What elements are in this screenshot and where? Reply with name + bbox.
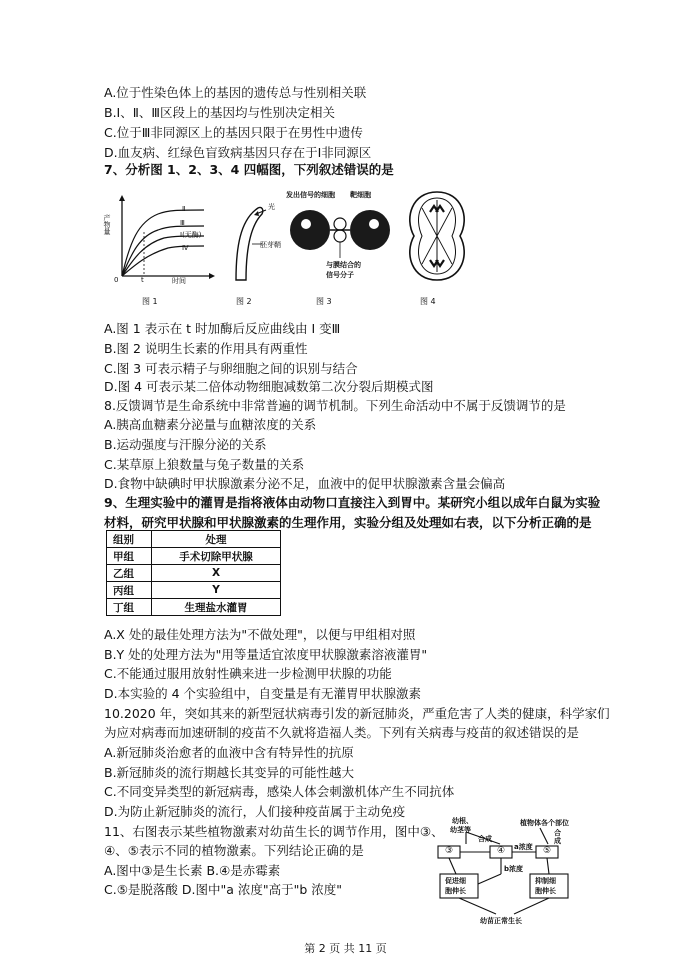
fig1-curve-4: Ⅳ [182,244,189,252]
figure-4-dividing-cell [402,188,472,288]
fig4-caption: 图 4 [420,297,436,306]
q7-option-b: B.图 2 说明生长素的作用具有两重性 [104,341,308,356]
table-cell-treatment: 生理盐水灌胃 [152,599,281,616]
table-cell-group: 甲组 [107,548,152,565]
q6-option-c: C.位于Ⅲ非同源区上的基因只限于在男性中遗传 [104,125,363,140]
q6-option-b: B.Ⅰ、Ⅱ、Ⅲ区段上的基因均与性别决定相关 [104,105,336,120]
fig2-light-label: 光 [268,203,275,211]
q9-option-d: D.本实验的 4 个实验组中，自变量是有无灌胃甲状腺激素 [104,686,421,701]
q11-hormone-diagram [432,818,592,928]
diagram-hormone-4: ④ [497,846,506,856]
table-row [107,565,281,582]
q7-stem: 7、分析图 1、2、3、4 四幅图，下列叙述错误的是 [104,162,394,177]
diagram-hormone-5: ⑤ [543,846,552,856]
q8-stem: 8.反馈调节是生命系统中非常普遍的调节机制。下列生命活动中不属于反馈调节的是 [104,398,566,413]
diagram-a-concentration: a浓度 [514,843,533,851]
diagram-synth-label: 合成 [478,835,492,843]
q8-option-a: A.胰高血糖素分泌量与血糖浓度的关系 [104,417,317,432]
q11-options-ab: A.图中③是生长素 B.④是赤霉素 [104,863,281,878]
q10-option-c: C.不同变异类型的新冠病毒，感染人体会刺激机体产生不同抗体 [104,784,455,799]
fig1-curve-1: Ⅰ(无酶) [180,231,202,239]
q10-stem-line2: 为应对病毒而加速研制的疫苗不久就将造福人类。下列有关病毒与疫苗的叙述错误的是 [104,725,580,740]
diagram-top-label-1: 幼根、 [452,817,473,825]
q10-option-d: D.为防止新冠肺炎的流行，人们接种疫苗属于主动免疫 [104,804,406,819]
q9-table [106,530,281,616]
page-footer: 第 2 页 共 11 页 [304,942,387,955]
table-row [107,582,281,599]
q9-option-b: B.Y 处的处理方法为"用等量适宜浓度甲状腺激素溶液灌胃" [104,647,428,662]
table-row [107,548,281,565]
q10-option-a: A.新冠肺炎治愈者的血液中含有特异性的抗原 [104,745,354,760]
q6-option-d: D.血友病、红绿色盲致病基因只存在于Ⅰ非同源区 [104,145,372,160]
fig2-coleoptile-label: 胚芽鞘 [260,241,281,249]
fig1-curve-3: Ⅲ [180,219,185,227]
q6-option-a: A.位于性染色体上的基因的遗传总与性别相关联 [104,85,367,100]
diagram-inhibit-label-1: 抑制细 [535,877,556,885]
figure-1-graph [103,192,218,302]
diagram-promote-label-2: 胞伸长 [445,887,466,895]
figure-2-coleoptile [222,198,282,288]
q9-option-c: C.不能通过服用放射性碘来进一步检测甲状腺的功能 [104,666,392,681]
fig1-ylabel: 产物量 [103,214,111,235]
diagram-top-label-2: 幼茎等 [450,826,471,834]
diagram-hormone-3: ③ [445,846,454,856]
fig1-origin: 0 [114,276,119,284]
q9-stem-line2: 材料，研究甲状腺和甲状腺激素的生理作用，实验分组及处理如右表，以下分析正确的是 [104,515,592,530]
fig3-target-cell-label: 靶细胞 [350,191,371,199]
table-cell-group: 丁组 [107,599,152,616]
table-row [107,599,281,616]
fig3-signal-molecule-label: 信号分子 [326,271,354,279]
q10-option-b: B.新冠肺炎的流行期越长其变异的可能性越大 [104,765,355,780]
diagram-top-label-3: 植物体各个部位 [520,819,569,827]
q11-stem-line2: ④、⑤表示不同的植物激素。下列结论正确的是 [104,843,364,858]
table-header-treatment: 处理 [152,531,281,548]
diagram-synth-label-3: 成 [554,837,561,845]
table-cell-treatment: 手术切除甲状腺 [152,548,281,565]
fig1-xlabel: 时间 [172,277,186,285]
diagram-synth-label-2: 合 [554,829,561,837]
q7-option-a: A.图 1 表示在 t 时加酶后反应曲线由 Ⅰ 变Ⅲ [104,321,341,336]
fig1-caption: 图 1 [142,297,158,306]
fig3-caption: 图 3 [316,297,332,306]
q9-stem-line1: 9、生理实验中的灌胃是指将液体由动物口直接注入到胃中。某研究小组以成年白鼠为实验 [104,495,601,510]
fig3-signal-cell-label: 发出信号的细胞 [286,191,335,199]
q10-stem-line1: 10.2020 年，突如其来的新型冠状病毒引发的新冠肺炎，严重危害了人类的健康，科学家们 [104,706,610,721]
q8-option-d: D.食物中缺碘时甲状腺激素分泌不足，血液中的促甲状腺激素含量会偏高 [104,476,506,491]
fig2-caption: 图 2 [236,297,252,306]
q9-option-a: A.X 处的最佳处理方法为"不做处理"，以便与甲组相对照 [104,627,416,642]
q7-option-c: C.图 3 可表示精子与卵细胞之间的识别与结合 [104,361,358,376]
q8-option-c: C.某草原上狼数量与兔子数量的关系 [104,457,305,472]
diagram-bottom-label: 幼苗正常生长 [480,917,522,925]
fig1-t-label: t [141,276,144,284]
fig3-membrane-label: 与膜结合的 [326,261,361,269]
table-cell-group: 乙组 [107,565,152,582]
q7-option-d: D.图 4 可表示某二倍体动物细胞减数第二次分裂后期模式图 [104,379,434,394]
q11-options-cd: C.⑤是脱落酸 D.图中"a 浓度"高于"b 浓度" [104,882,343,897]
table-cell-treatment: Y [152,582,281,599]
diagram-b-concentration: b浓度 [504,865,524,873]
fig1-curve-2: Ⅱ [182,205,186,213]
q11-stem-line1: 11、右图表示某些植物激素对幼苗生长的调节作用，图中③、 [104,824,444,839]
q8-option-b: B.运动强度与汗腺分泌的关系 [104,437,267,452]
diagram-promote-label-1: 促进细 [445,877,466,885]
diagram-inhibit-label-2: 胞伸长 [535,887,556,895]
table-cell-group: 丙组 [107,582,152,599]
table-header-row [107,531,281,548]
table-cell-treatment: X [152,565,281,582]
figure-3-cell-signaling [282,190,392,290]
table-header-group: 组别 [107,531,152,548]
